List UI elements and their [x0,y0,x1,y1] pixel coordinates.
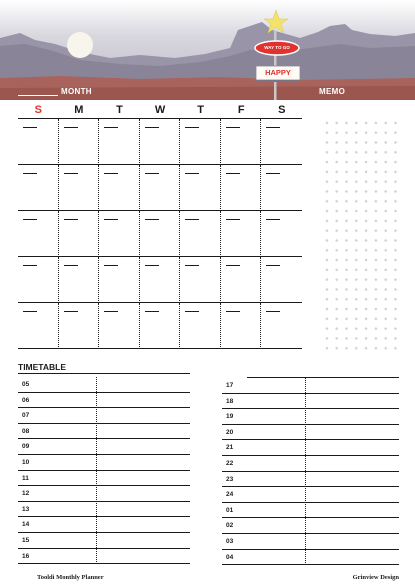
header-banner [0,0,415,100]
timetable-hour: 04 [226,553,234,561]
calendar-day-cell [18,165,59,211]
day-number-line [23,127,37,128]
calendar-day-cell [180,257,221,303]
calendar-day-cell [59,257,100,303]
timetable-row [18,533,190,549]
day-number-line [104,265,118,266]
day-number-line [185,265,199,266]
timetable-right-column [222,378,399,565]
timetable-row [18,486,190,502]
timetable-hour: 12 [22,490,30,498]
timetable-hour: 20 [226,428,234,436]
weekday-friday: F [237,104,245,116]
calendar-day-cell [261,257,302,303]
weekday-thursday: T [197,104,204,116]
day-number-line [266,173,280,174]
timetable-row [18,424,190,440]
day-number-line [23,173,37,174]
timetable-row [222,378,399,394]
calendar-day-cell [140,119,181,165]
calendar-day-cell [140,211,181,257]
calendar-day-cell [221,303,262,349]
day-number-line [64,311,78,312]
calendar-day-cell [18,119,59,165]
calendar-day-cell [59,119,100,165]
timetable-row [222,440,399,456]
timetable-hour: 08 [22,427,30,435]
calendar-day-cell [99,257,140,303]
day-number-line [145,219,159,220]
day-number-line [64,127,78,128]
calendar-day-cell [18,257,59,303]
timetable-hour: 13 [22,505,30,513]
timetable-row [222,394,399,410]
timetable-hour: 21 [226,444,234,452]
timetable-row [222,487,399,503]
calendar-grid [18,119,302,349]
calendar-day-cell [261,303,302,349]
day-number-line [266,311,280,312]
calendar-day-cell [59,211,100,257]
calendar-day-cell [221,165,262,211]
day-number-line [266,219,280,220]
day-number-line [185,219,199,220]
weekday-sunday: S [34,104,42,116]
day-number-line [145,311,159,312]
timetable-hour: 16 [22,552,30,560]
calendar-day-cell [221,257,262,303]
calendar-day-cell [140,165,181,211]
timetable-row [18,439,190,455]
weekday-tuesday: T [116,104,123,116]
timetable-hour: 03 [226,537,234,545]
calendar-day-cell [140,257,181,303]
timetable-right-divider [305,378,306,565]
day-number-line [145,173,159,174]
calendar-day-cell [261,211,302,257]
timetable-row [18,377,190,393]
footer-designer: Grinview Design [352,574,399,581]
calendar-day-cell [59,303,100,349]
day-number-line [226,173,240,174]
calendar-day-cell [99,119,140,165]
calendar-day-cell [180,211,221,257]
calendar-day-cell [180,165,221,211]
weekday-monday: M [74,104,84,116]
month-label: MONTH [61,87,92,96]
timetable-hour: 24 [226,491,234,499]
calendar-day-cell [99,165,140,211]
day-number-line [226,219,240,220]
day-number-line [104,127,118,128]
timetable-row [18,517,190,533]
timetable-left-divider [96,377,97,564]
timetable-hour: 02 [226,522,234,530]
timetable-hour: 15 [22,536,30,544]
sign-top-text: WAY TO GO [264,45,290,50]
weekday-saturday: S [278,104,286,116]
day-number-line [104,219,118,220]
day-number-line [185,311,199,312]
day-number-line [226,265,240,266]
timetable-hour: 17 [226,382,234,389]
timetable-row [18,471,190,487]
timetable-row [18,549,190,565]
timetable-hour: 11 [22,474,29,482]
timetable-hour: 09 [22,443,30,451]
timetable-hour: 18 [226,397,234,405]
footer-planner-name: Tooldi Monthly Planner [37,574,104,581]
calendar-day-cell [59,165,100,211]
day-number-line [185,127,199,128]
timetable-row [222,518,399,534]
day-number-line [104,173,118,174]
timetable-row [222,425,399,441]
day-number-line [23,311,37,312]
timetable-hour: 23 [226,475,234,483]
calendar-day-cell [180,303,221,349]
timetable-hour: 07 [22,412,30,420]
sign-happy-text: HAPPY [265,68,291,77]
day-number-line [145,127,159,128]
timetable-title: TIMETABLE [18,362,67,372]
calendar-day-cell [18,303,59,349]
calendar-day-cell [221,119,262,165]
timetable-left-column [18,377,190,564]
timetable-row [18,393,190,409]
timetable-row [222,503,399,519]
day-number-line [104,311,118,312]
calendar-day-cell [18,211,59,257]
weekday-wednesday: W [154,104,166,116]
calendar-day-cell [99,211,140,257]
memo-dot-grid [322,118,400,350]
day-number-line [23,265,37,266]
timetable-hour: 01 [226,506,234,514]
calendar-day-cell [221,211,262,257]
timetable-hour: 14 [22,521,30,529]
day-number-line [266,265,280,266]
timetable-hour: 22 [226,459,234,467]
timetable-hour: 19 [226,413,234,421]
timetable-row [222,550,399,566]
calendar-day-cell [99,303,140,349]
day-number-line [23,219,37,220]
timetable-row [18,455,190,471]
month-write-line [18,95,58,96]
weekday-header [18,104,302,118]
day-number-line [226,311,240,312]
timetable-row [222,472,399,488]
calendar-day-cell [180,119,221,165]
timetable-row [18,502,190,518]
day-number-line [64,265,78,266]
day-number-line [145,265,159,266]
timetable-hour: 05 [22,381,30,388]
timetable-row [222,534,399,550]
timetable-hour: 06 [22,396,30,404]
day-number-line [185,173,199,174]
calendar-day-cell [261,119,302,165]
calendar-day-cell [140,303,181,349]
timetable-row [18,408,190,424]
timetable-hour: 10 [22,458,30,466]
day-number-line [266,127,280,128]
desert-illustration [0,0,415,100]
timetable-row [222,409,399,425]
timetable-row [222,456,399,472]
memo-label: MEMO [319,87,346,96]
timetable-top-rule [18,373,190,374]
calendar-day-cell [261,165,302,211]
day-number-line [64,173,78,174]
day-number-line [64,219,78,220]
day-number-line [226,127,240,128]
